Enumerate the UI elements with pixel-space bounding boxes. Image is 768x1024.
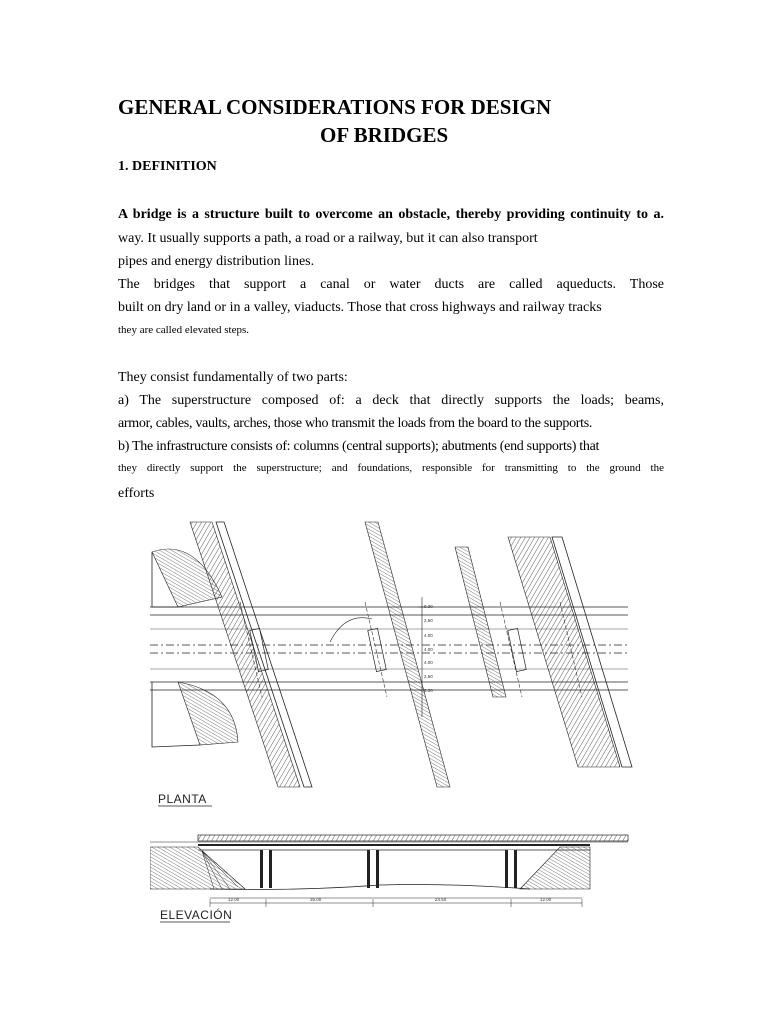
plan-label: PLANTA [158,792,207,806]
bridge-drawing [150,507,634,932]
definition-line-6: they are called elevated steps. [118,324,250,336]
document-title [118,93,638,149]
section-heading-definition: 1. DEFINITION [118,159,217,174]
title-line-1: GENERAL CONSIDERATIONS FOR DESIGN [118,95,552,119]
definition-line-1: A bridge is a structure built to overcome an obstacle, thereby providing continuity to a. [118,207,664,222]
parts-line-3: armor, cables, vaults, arches, those who transmit the loads from the board to the supports. [118,416,593,431]
plan-dimensions [424,604,433,693]
plan-dim-3: 4.00 [424,633,433,638]
plan-dim-4: 4.00 [424,647,433,652]
plan-dim-7: 0.30 [424,688,433,693]
elevation-view [150,835,628,922]
plan-dim-5: 4.00 [424,660,433,665]
plan-view [150,522,632,806]
elevation-dim-2: 35.00 [310,897,322,902]
definition-line-4: The bridges that support a canal or water ducts are called aqueducts. Those [118,277,664,292]
plan-dim-6: 2.50 [424,674,433,679]
parts-line-6: efforts [118,486,155,501]
definition-line-5: built on dry land or in a valley, viaducts. Those that cross highways and railway tracks [118,300,602,315]
parts-line-2: a) The superstructure composed of: a deck that directly supports the loads; beams, [118,393,664,408]
definition-line-3: pipes and energy distribution lines. [118,254,315,269]
elevation-dim-1: 12.00 [228,897,240,902]
plan-dim-1: 0.30 [424,604,433,609]
elevation-label: ELEVACIÓN [160,908,233,922]
parts-line-1: They consist fundamentally of two parts: [118,370,348,385]
parts-line-5: they directly support the superstructure; and foundations, responsible for transmitting to the ground the [118,462,664,474]
plan-dim-2: 2.50 [424,618,433,623]
parts-line-4: b) The infrastructure consists of: columns (central supports); abutments (end supports) that [118,439,600,454]
title-line-2: OF BRIDGES [320,123,449,147]
elevation-dim-3: 24.50 [435,897,447,902]
definition-line-2: way. It usually supports a path, a road or a railway, but it can also transport [118,231,538,246]
elevation-dim-4: 12.00 [540,897,552,902]
